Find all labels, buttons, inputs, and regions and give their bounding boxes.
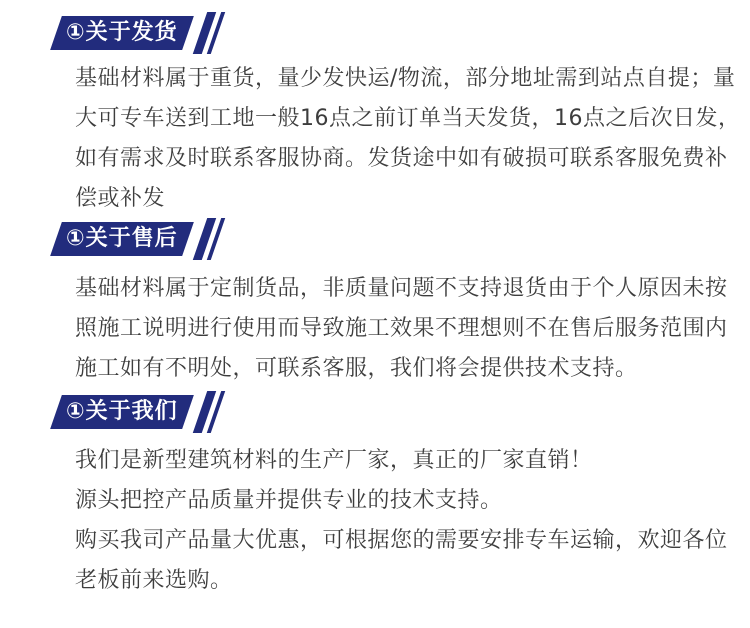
about-us-banner <box>56 395 712 429</box>
section-shipping <box>50 16 741 219</box>
paragraph-line: 基础材料属于重货，量少发快运/物流，部分地址需到站点自提；量 <box>75 66 736 91</box>
aftersale-banner-ribbon <box>50 222 193 256</box>
about-us-banner-ribbon <box>50 395 193 429</box>
paragraph-line: 照施工说明进行使用而导致施工效果不理想则不在售后服务范围内 <box>75 316 728 341</box>
paragraph-line: 基础材料属于定制货品，非质量问题不支持退货由于个人原因未按 <box>75 276 728 301</box>
shipping-banner <box>56 16 712 50</box>
paragraph-line: 源头把控产品质量并提供专业的技术支持。 <box>75 488 503 513</box>
paragraph-line: 偿或补发 <box>75 186 166 211</box>
about-us-paragraph <box>75 441 728 601</box>
aftersale-banner <box>56 222 712 256</box>
paragraph-line: 大可专车送到工地一般16点之前订单当天发货，16点之后次日发， <box>75 106 741 131</box>
paragraph-line: 购买我司产品量大优惠，可根据您的需要安排专车运输，欢迎各位 <box>75 528 728 553</box>
about-us-banner-label: ①关于我们 <box>66 399 178 424</box>
paragraph-line: 老板前来选购。 <box>75 568 233 593</box>
paragraph-line: 施工如有不明处，可联系客服，我们将会提供技术支持。 <box>75 356 638 381</box>
shipping-banner-label: ①关于发货 <box>66 20 178 45</box>
section-about-us <box>50 395 728 601</box>
aftersale-banner-label: ①关于售后 <box>66 226 178 251</box>
paragraph-line: 如有需求及时联系客服协商。发货途中如有破损可联系客服免费补 <box>75 146 728 171</box>
aftersale-paragraph <box>75 269 728 389</box>
shipping-banner-ribbon <box>50 16 193 50</box>
section-aftersale <box>50 222 728 389</box>
shipping-paragraph <box>75 59 741 219</box>
paragraph-line: 我们是新型建筑材料的生产厂家，真正的厂家直销！ <box>75 448 593 473</box>
